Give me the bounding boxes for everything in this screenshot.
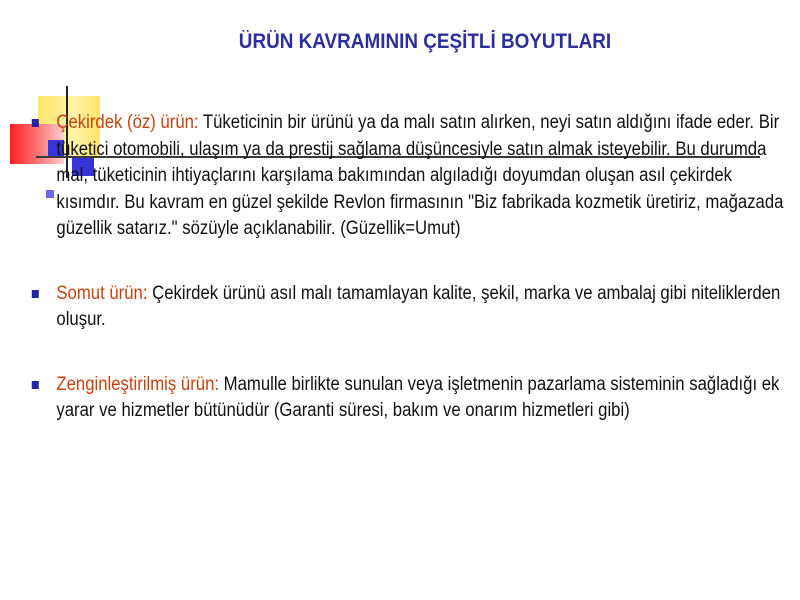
item-term: Zenginleştirilmiş ürün: (56, 373, 220, 395)
square-bullet-icon (32, 119, 39, 127)
item-text: Mamulle birlikte sunulan veya işletmenin pazarlama sisteminin sağladığı ek yarar ve hizmetler bütünüdür (Garanti süresi, bakım ve onarım hizmetleri gibi) (56, 373, 780, 421)
slide-title: ÜRÜN KAVRAMININ ÇEŞİTLİ BOYUTLARI (238, 30, 612, 53)
bullet-list (30, 110, 784, 425)
square-bullet-icon (32, 381, 39, 389)
item-text: Tüketicinin bir ürünü ya da malı satın alırken, neyi satın aldığını ifade eder. Bir tüketici otomobili, ulaşım ya da prestij sağlama düşüncesiyle satın almak isteyebilir. Bu durumda mal, tüketicinin ihtiyaçlarını karşılama bakımından algıladığı doyumdan oluşan asıl çekirdek kısımdır. Bu kavram en güzel şekilde Revlon firmasının "Biz fabrikada kozmetik üretiriz, mağazada güzellik satarız." sözüyle açıklanabilir. (Güzellik=Umut) (56, 112, 784, 239)
bullet-item-core-product (30, 110, 787, 243)
item-term: Çekirdek (öz) ürün: (56, 112, 199, 133)
item-term: Somut ürün: (56, 282, 148, 304)
item-text: Çekirdek ürünü asıl malı tamamlayan kalite, şekil, marka ve ambalaj gibi niteliklerden oluşur. (56, 282, 781, 330)
bullet-item-tangible-product (30, 281, 787, 334)
square-bullet-icon (32, 290, 39, 298)
bullet-item-augmented-product (30, 372, 787, 425)
